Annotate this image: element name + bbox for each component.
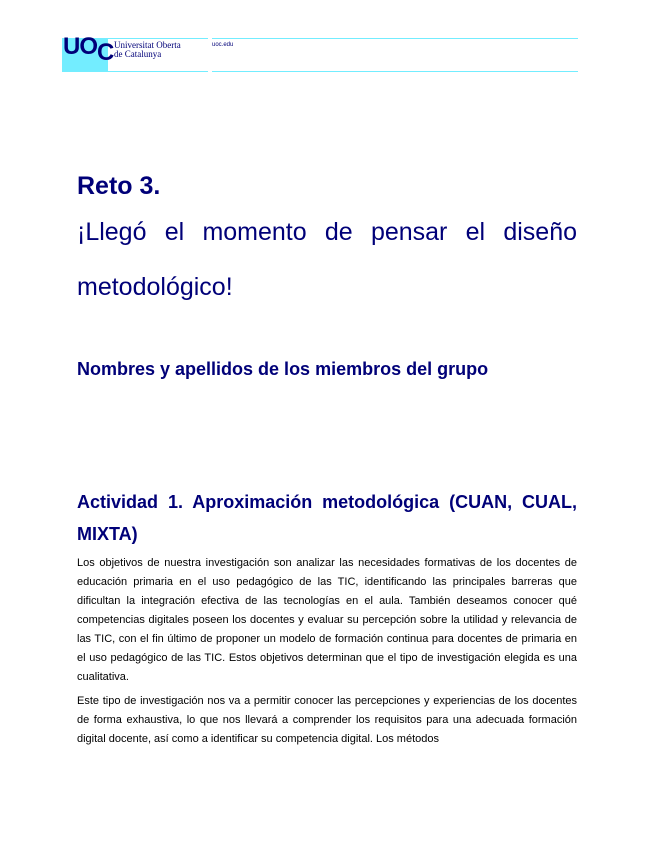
header-divider [108, 38, 208, 39]
university-domain: uoc.edu [212, 42, 234, 48]
group-members-heading: Nombres y apellidos de los miembros del grupo [77, 359, 489, 379]
uoc-logo-text: UOC [63, 33, 114, 66]
university-name [114, 41, 181, 59]
document-subtitle: ¡Llegó el momento de pensar el diseño metodológico! [77, 218, 577, 301]
header-divider [212, 71, 578, 72]
activity-heading: Actividad 1. Aproximación metodológica (CUAN, CUAL, MIXTA) [77, 492, 577, 544]
page-header [62, 33, 578, 72]
body-paragraph: Este tipo de investigación nos va a permitir conocer las percepciones y experiencias de los docentes de forma exhaustiva, lo que nos llevará a comprender los requisitos para una adecuada formación digital docente, así como a identificar su competencia digital. Los métodos [77, 695, 577, 745]
university-name-line1: Universitat Oberta [114, 40, 181, 50]
header-divider [212, 38, 578, 39]
header-divider [108, 71, 208, 72]
body-paragraph: Los objetivos de nuestra investigación son analizar las necesidades formativas de los docentes de educación primaria en el uso pedagógico de las TIC, identificando las principales barreras que dificultan la integración efectiva de las tecnologías en el aula. También deseamos conocer qué competencias digitales poseen los docentes y evaluar su percepción sobre la utilidad y relevancia de las TIC, con el fin último de proponer un modelo de formación continua para docentes de primaria en el uso pedagógico de las TIC. Estos objetivos determinan que el tipo de investigación elegida es una cualitativa. [77, 557, 577, 683]
uoc-logo [62, 33, 114, 72]
document-body [77, 170, 577, 749]
university-name-line2: de Catalunya [114, 49, 162, 59]
document-title: Reto 3. [77, 172, 161, 200]
